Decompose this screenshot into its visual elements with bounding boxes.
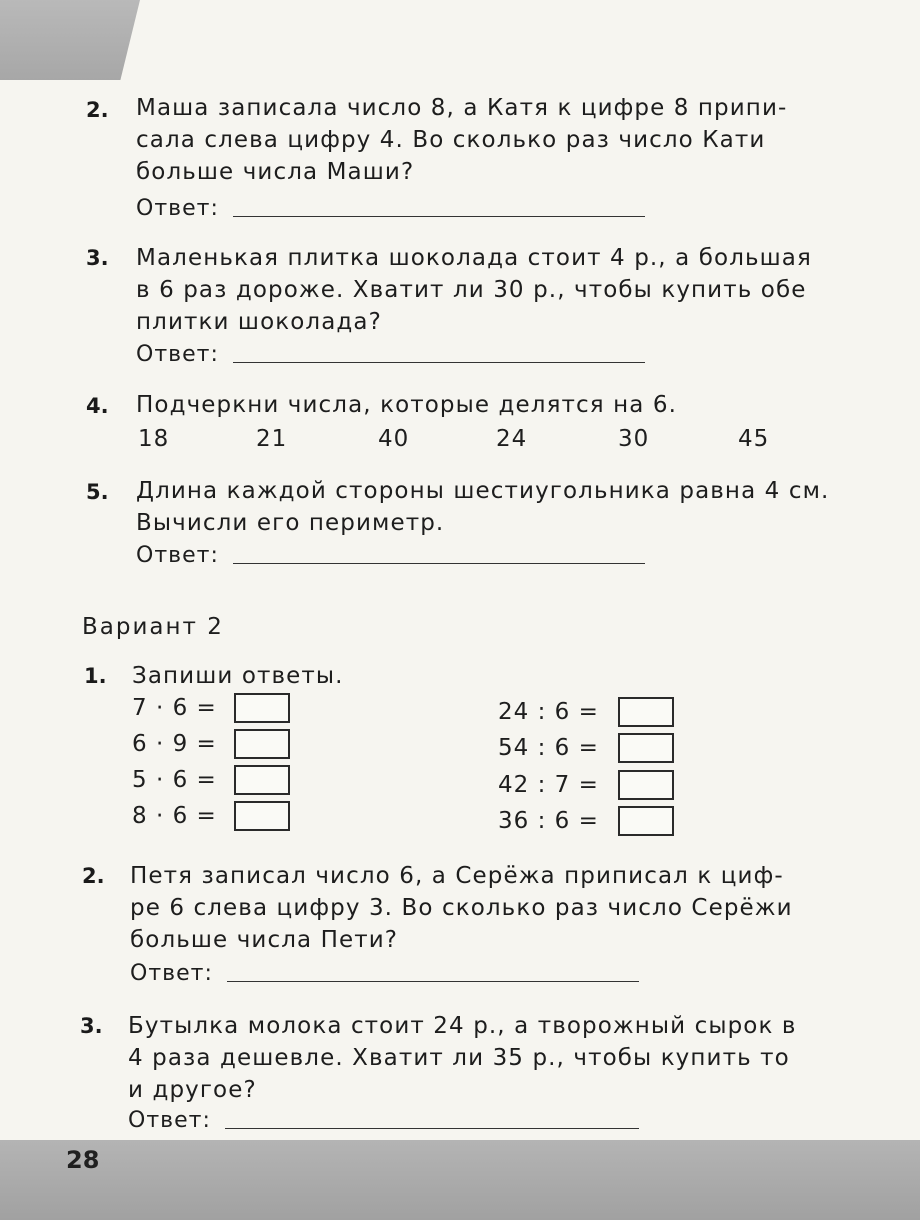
answer-label: Ответ: xyxy=(128,1108,211,1133)
v2-task2-number: 2. xyxy=(82,864,105,888)
answer-box[interactable] xyxy=(234,729,290,759)
expression: 5 · 6 = xyxy=(132,767,217,793)
answer-line[interactable] xyxy=(233,362,645,363)
variant-2-title: Вариант 2 xyxy=(82,614,224,640)
v2-task3-text xyxy=(128,1010,797,1106)
answer-line[interactable] xyxy=(227,981,639,982)
answer-box[interactable] xyxy=(618,733,674,763)
number-option[interactable]: 24 xyxy=(496,426,528,452)
v1-task4-numbers xyxy=(136,426,796,456)
v2-task1-equation xyxy=(498,770,674,800)
v2-task1-equation xyxy=(498,733,674,763)
v1-task2-text xyxy=(136,92,787,188)
text-line: сала слева цифру 4. Во сколько раз число Кати xyxy=(136,127,766,153)
answer-line[interactable] xyxy=(233,216,645,217)
expression: 8 · 6 = xyxy=(132,803,217,829)
v1-task3-text xyxy=(136,242,812,338)
expression: 54 : 6 = xyxy=(498,735,599,761)
v1-task4-text xyxy=(136,389,677,421)
answer-box[interactable] xyxy=(234,801,290,831)
number-option[interactable]: 21 xyxy=(256,426,288,452)
text-line: Петя записал число 6, а Серёжа приписал к циф- xyxy=(130,863,784,889)
expression: 7 · 6 = xyxy=(132,695,217,721)
answer-box[interactable] xyxy=(618,770,674,800)
text-line: больше числа Пети? xyxy=(130,927,399,953)
answer-label: Ответ: xyxy=(136,342,219,367)
expression: 42 : 7 = xyxy=(498,772,599,798)
v2-task3-answer xyxy=(128,1108,639,1133)
text-line: Маша записала число 8, а Катя к цифре 8 припи- xyxy=(136,95,788,121)
expression: 36 : 6 = xyxy=(498,808,599,834)
answer-line[interactable] xyxy=(225,1128,639,1129)
number-option[interactable]: 30 xyxy=(618,426,650,452)
answer-box[interactable] xyxy=(234,765,290,795)
text-line: и другое? xyxy=(128,1077,257,1103)
v2-task1-equation xyxy=(498,806,674,836)
answer-label: Ответ: xyxy=(130,961,213,986)
text-line: Длина каждой стороны шестиугольника равна 4 см. xyxy=(136,478,830,504)
v1-task4-number: 4. xyxy=(86,394,109,418)
answer-box[interactable] xyxy=(618,806,674,836)
v2-task1-equation xyxy=(132,729,290,759)
answer-box[interactable] xyxy=(234,693,290,723)
text-line: ре 6 слева цифру 3. Во сколько раз число Серёжи xyxy=(130,895,793,921)
v1-task3-number: 3. xyxy=(86,246,109,270)
text-line: Вычисли его периметр. xyxy=(136,510,445,536)
v2-task2-text xyxy=(130,860,793,956)
v1-task5-text xyxy=(136,475,829,539)
text-line: в 6 раз дороже. Хватит ли 30 р., чтобы купить обе xyxy=(136,277,807,303)
text-line: Бутылка молока стоит 24 р., а творожный сырок в xyxy=(128,1013,797,1039)
v2-task2-answer xyxy=(130,961,639,986)
v1-task5-answer xyxy=(136,543,645,568)
text-line: плитки шоколада? xyxy=(136,309,382,335)
text-line: Подчеркни числа, которые делятся на 6. xyxy=(136,392,678,418)
page-number: 28 xyxy=(66,1146,100,1174)
text-line: 4 раза дешевле. Хватит ли 35 р., чтобы купить то xyxy=(128,1045,790,1071)
bottom-band xyxy=(0,1140,920,1220)
v2-task3-number: 3. xyxy=(80,1014,103,1038)
v2-task1-number: 1. xyxy=(84,664,107,688)
v2-task1-equation xyxy=(132,801,290,831)
top-corner-shade xyxy=(0,0,140,80)
expression: 6 · 9 = xyxy=(132,731,217,757)
number-option[interactable]: 45 xyxy=(738,426,770,452)
expression: 24 : 6 = xyxy=(498,699,599,725)
text-line: Маленькая плитка шоколада стоит 4 р., а большая xyxy=(136,245,812,271)
v2-task1-equation xyxy=(498,697,674,727)
answer-line[interactable] xyxy=(233,563,645,564)
number-option[interactable]: 18 xyxy=(138,426,170,452)
v1-task5-number: 5. xyxy=(86,480,109,504)
v1-task2-number: 2. xyxy=(86,98,109,122)
answer-label: Ответ: xyxy=(136,196,219,221)
answer-box[interactable] xyxy=(618,697,674,727)
answer-label: Ответ: xyxy=(136,543,219,568)
v2-task1-equation xyxy=(132,693,290,723)
number-option[interactable]: 40 xyxy=(378,426,410,452)
text-line: больше числа Маши? xyxy=(136,159,415,185)
v2-task1-instruction: Запиши ответы. xyxy=(132,663,344,689)
v1-task2-answer xyxy=(136,196,645,221)
v2-task1-equation xyxy=(132,765,290,795)
v1-task3-answer xyxy=(136,342,645,367)
